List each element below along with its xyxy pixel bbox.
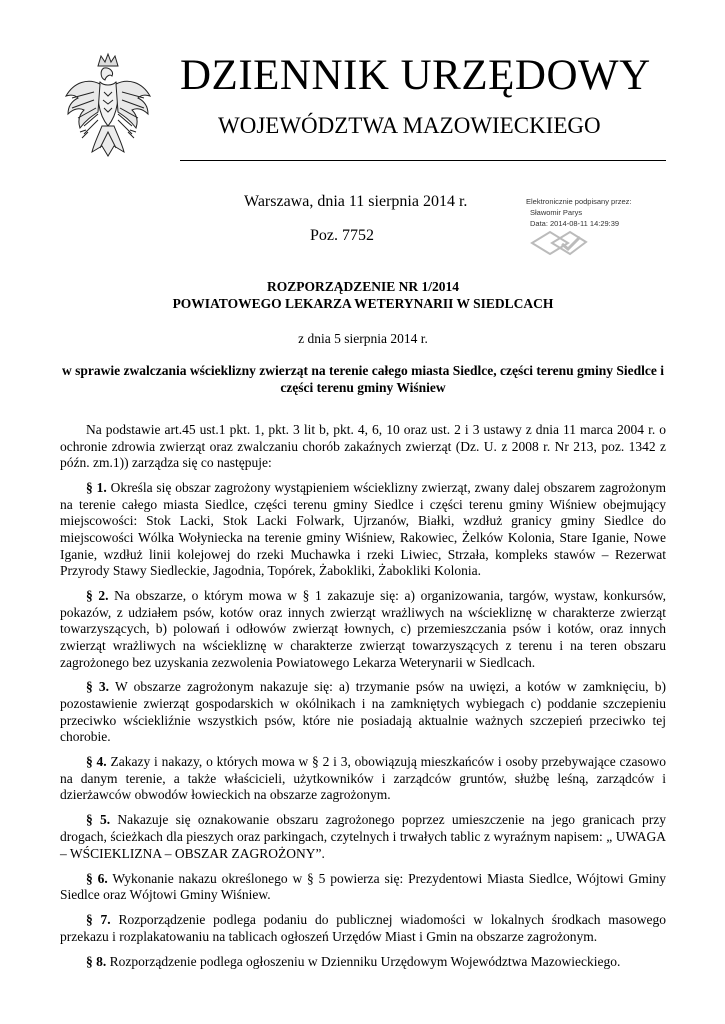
act-title-issuer: POWIATOWEGO LEKARZA WETERYNARII W SIEDLCACH	[172, 296, 554, 311]
act-date: z dnia 5 sierpnia 2014 r.	[298, 331, 428, 346]
masthead-divider	[180, 160, 666, 161]
section-8	[60, 954, 666, 971]
section-label: § 1.	[86, 480, 107, 496]
section-text: Wykonanie nakazu określonego w § 5 powierza się: Prezydentowi Miasta Siedlce, Wójtowi Gminy Siedlce oraz Wójtowi Gminy Wiśniew.	[60, 870, 666, 903]
section-text: Na obszarze, o którym mowa w § 1 zakazuje się: a) organizowania, targów, wystaw, konkursów, pokazów, z udziałem psów, kotów oraz innych zwierząt wrażliwych na wściekliznę w charakterze zwierząt towarzyszących, b) polowań i odłowów zwierząt łownych, c) przemieszczania psów i kotów, oraz innych zwierząt wrażliwych na wściekliznę w charakterze zwierząt towarzyszących z terenu i na teren obszaru zagrożonego bez uzyskania zezwolenia Powiatowego Lekarza Weterynarii w Siedlcach.	[60, 588, 667, 670]
section-text: Rozporządzenie podlega ogłoszeniu w Dzienniku Urzędowym Województwa Mazowieckiego.	[109, 953, 621, 969]
section-text: Rozporządzenie podlega podaniu do publicznej wiadomości w lokalnych środkach masowego przekazu i rozplakatowaniu na tablicach ogłoszeń Urzędów Miast i Gmin na obszarze zagrożonym.	[60, 912, 667, 944]
section-3	[60, 679, 666, 745]
section-label: § 2.	[86, 588, 109, 604]
section-6	[60, 871, 666, 904]
journal-title: DZIENNIK URZĘDOWY	[180, 52, 651, 99]
act-title	[60, 278, 666, 312]
journal-subtitle: WOJEWÓDZTWA MAZOWIECKIEGO	[218, 113, 601, 138]
section-label: § 5.	[86, 812, 111, 828]
section-label: § 6.	[86, 870, 108, 886]
section-text: Nakazuje się oznakowanie obszaru zagrożonego poprzez umieszczenie na jego granicach przy drogach, ścieżkach dla pieszych oraz parkingach, czytelnych i trwałych tablic z wyraźnym napisem: „ UWAGA – WŚCIEKLIZNA – OBSZAR ZAGROŻONY”.	[60, 812, 667, 861]
signature-label: Elektronicznie podpisany przez:	[526, 197, 632, 206]
eagle-emblem-icon	[62, 52, 154, 170]
publication-place-date: Warszawa, dnia 11 sierpnia 2014 r.	[244, 193, 468, 210]
section-label: § 7.	[86, 912, 111, 928]
act-title-number: ROZPORZĄDZENIE NR 1/2014	[266, 279, 460, 294]
section-text: Określa się obszar zagrożony wystąpieniem wścieklizny zwierząt, zwany dalej obszarem zagrożonym na terenie całego miasta Siedlce, części terenu gminy Siedlce i części terenu gminy Wiśniew obejmujący miejscowości: Stok Lacki, Stok Lacki Folwark, Ujrzanów, Białki, wzdłuż granicy gminy Siedlce do miejscowości Wólka Wołyniecka na terenie gminy Wiśniew, Rakowiec, Żelków Kolonia, Stare Iganie, Nowe Iganie, wzdłuż linii kolejowej do rzeki Muchawka i rzeki Liwiec, Strzała, kompleks stawów – Rezerwat Przyrody Stawy Siedleckie, Jagodnia, Topórek, Żabokliki, Żabokliki Kolonia.	[60, 480, 667, 579]
section-1	[60, 480, 666, 580]
signature-date: Data: 2014-08-11 14:29:39	[530, 219, 620, 228]
electronic-signature	[526, 196, 676, 229]
preamble: Na podstawie art.45 ust.1 pkt. 1, pkt. 3 lit b, pkt. 4, 6, 10 oraz ust. 2 i 3 ustawy z dnia 11 marca 2004 r. o ochronie zdrowia zwierząt oraz zwalczaniu chorób zakaźnych zwierząt (Dz. U. z 2008 r. Nr 213, poz. 1342 z późn. zm.1)) zarządza się co następuje:	[60, 422, 666, 471]
signature-signer: Sławomir Parys	[530, 208, 583, 217]
section-7	[60, 912, 666, 945]
section-label: § 3.	[86, 679, 110, 695]
signature-check-icon	[528, 228, 590, 258]
section-2	[60, 588, 666, 671]
section-4	[60, 754, 666, 804]
section-text: W obszarze zagrożonym nakazuje się: a) trzymanie psów na uwięzi, a kotów w zamknięciu, b) pozostawienie zwierząt gospodarskich w okólnikach i na zamkniętych wybiegach c) poddanie szczepieniu przeciwko wściekliźnie wszystkich psów, które nie posiadają aktualnie ważnych szczepień przeciwko tej chorobie.	[60, 679, 666, 745]
act-body	[60, 422, 666, 979]
position-number: Poz. 7752	[310, 227, 374, 244]
section-text: Zakazy i nakazy, o których mowa w § 2 i 3, obowiązują mieszkańców i osoby przebywające czasowo na danym terenie, a także właścicieli, użytkowników i zarządców gruntów, służbę leśną, zarządców i dzierżawców obwodów łowieckich na obszarze zagrożonym.	[60, 754, 667, 803]
act-subject: w sprawie zwalczania wścieklizny zwierząt na terenie całego miasta Siedlce, części terenu gminy Siedlce i części terenu gminy Wiśniew	[62, 363, 664, 395]
section-label: § 4.	[86, 754, 107, 770]
section-label: § 8.	[86, 953, 107, 969]
section-5	[60, 812, 666, 862]
